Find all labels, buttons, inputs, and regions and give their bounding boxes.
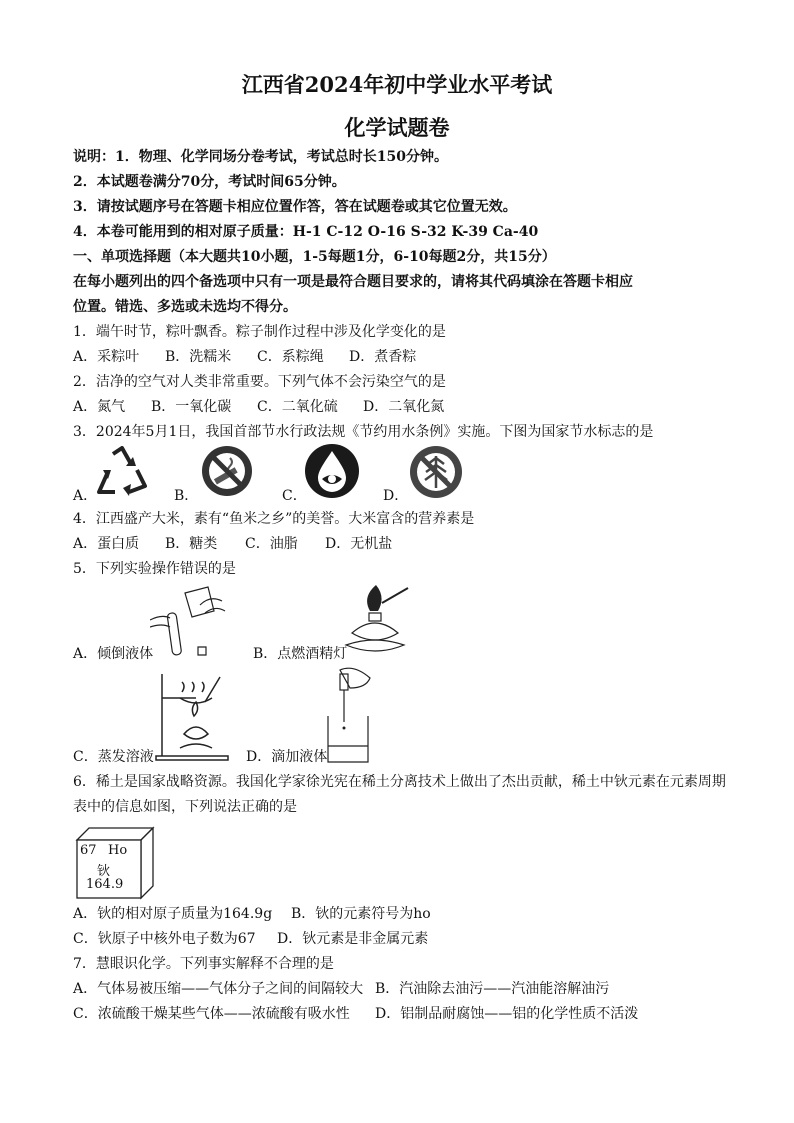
q1-options bbox=[73, 348, 416, 366]
q2-options bbox=[73, 398, 444, 416]
q4-option-d[interactable]: D．无机盐 bbox=[325, 536, 393, 552]
q1-stem: 1．端午时节，粽叶飘香。粽子制作过程中涉及化学变化的是 bbox=[73, 324, 446, 340]
q3-stem: 3．2024年5月1日，我国首部节水行政法规《节约用水条例》实施。下图为国家节水标志的是 bbox=[73, 424, 654, 440]
no-logging-icon bbox=[408, 444, 464, 500]
note-3: 3．请按试题序号在答题卡相应位置作答，答在试题卷或其它位置无效。 bbox=[73, 199, 517, 215]
q7-option-d[interactable]: D．铝制品耐腐蚀——铝的化学性质不活泼 bbox=[375, 1006, 639, 1022]
q2-stem: 2．洁净的空气对人类非常重要。下列气体不会污染空气的是 bbox=[73, 374, 446, 390]
q1-option-b[interactable]: B．洗糯米 bbox=[165, 349, 232, 365]
q6-option-b[interactable]: B．钬的元素符号为ho bbox=[291, 906, 431, 922]
q2-option-b[interactable]: B．一氧化碳 bbox=[151, 399, 232, 415]
element-symbol: Ho bbox=[108, 843, 128, 858]
q4-option-a[interactable]: A．蛋白质 bbox=[73, 536, 140, 552]
section-instructions-2: 位置。错选、多选或未选均不得分。 bbox=[73, 299, 297, 315]
q2-option-d[interactable]: D．二氧化氮 bbox=[363, 399, 445, 415]
q5-option-d[interactable]: D．滴加液体 bbox=[246, 749, 328, 765]
no-smoking-icon bbox=[200, 444, 254, 498]
q3-option-c[interactable]: C． bbox=[282, 488, 307, 504]
q6-option-a[interactable]: A．钬的相对原子质量为164.9g bbox=[73, 906, 273, 922]
q6-options-row2 bbox=[73, 930, 428, 948]
pouring-liquid-figure bbox=[150, 585, 230, 660]
note-4: 4．本卷可能用到的相对原子质量：H-1 C-12 O-16 S-32 K-39 Ca-40 bbox=[73, 224, 539, 240]
q6-option-c[interactable]: C．钬原子中核外电子数为67 bbox=[73, 931, 256, 947]
q1-option-c[interactable]: C．系粽绳 bbox=[257, 349, 324, 365]
q5-option-b[interactable]: B．点燃酒精灯 bbox=[253, 646, 348, 662]
note-2: 2．本试题卷满分70分，考试时间65分钟。 bbox=[73, 174, 346, 190]
q6-option-d[interactable]: D．钬元素是非金属元素 bbox=[277, 931, 429, 947]
exam-subtitle: 化学试题卷 bbox=[344, 115, 450, 140]
q3-option-d[interactable]: D． bbox=[383, 488, 409, 504]
q6-stem-2: 表中的信息如图，下列说法正确的是 bbox=[73, 799, 297, 815]
q4-option-b[interactable]: B．糖类 bbox=[165, 536, 218, 552]
section-instructions-1: 在每小题列出的四个备选项中只有一项是最符合题目要求的，请将其代码填涂在答题卡相应 bbox=[73, 274, 633, 290]
q7-options-row2 bbox=[73, 1005, 638, 1023]
q6-stem-1: 6．稀土是国家战略资源。我国化学家徐光宪在稀土分离技术上做出了杰出贡献，稀土中钬元素在元素周期 bbox=[73, 774, 726, 790]
note-1: 说明：1．物理、化学同场分卷考试，考试总时长150分钟。 bbox=[73, 149, 448, 165]
q3-option-a[interactable]: A． bbox=[73, 488, 98, 504]
exam-title: 江西省2024年初中学业水平考试 bbox=[241, 72, 553, 97]
recycle-icon bbox=[93, 446, 151, 498]
element-name: 钬 bbox=[97, 864, 111, 879]
q5-stem: 5．下列实验操作错误的是 bbox=[73, 561, 236, 577]
q5-option-c[interactable]: C．蒸发溶液 bbox=[73, 749, 154, 765]
q7-option-a[interactable]: A．气体易被压缩——气体分子之间的间隔较大 bbox=[73, 981, 364, 997]
evaporation-figure bbox=[150, 672, 230, 762]
q7-option-b[interactable]: B．汽油除去油污——汽油能溶解油污 bbox=[375, 981, 610, 997]
section-heading: 一、单项选择题（本大题共10小题，1-5每题1分，6-10每题2分，共15分） bbox=[73, 249, 556, 265]
water-saving-icon bbox=[304, 443, 360, 499]
element-mass: 164.9 bbox=[86, 877, 124, 892]
q7-option-c[interactable]: C．浓硫酸干燥某些气体——浓硫酸有吸水性 bbox=[73, 1006, 350, 1022]
q4-option-c[interactable]: C．油脂 bbox=[245, 536, 298, 552]
q7-options-row1 bbox=[73, 980, 609, 998]
q4-options bbox=[73, 535, 392, 553]
q4-stem: 4．江西盛产大米，素有“鱼米之乡”的美誉。大米富含的营养素是 bbox=[73, 511, 475, 527]
q2-option-a[interactable]: A．氮气 bbox=[73, 399, 126, 415]
q1-option-d[interactable]: D．煮香粽 bbox=[349, 349, 417, 365]
q1-option-a[interactable]: A．采粽叶 bbox=[73, 349, 140, 365]
q7-stem: 7．慧眼识化学。下列事实解释不合理的是 bbox=[73, 956, 334, 972]
element-number: 67 bbox=[80, 843, 97, 858]
q5-option-a[interactable]: A．倾倒液体 bbox=[73, 646, 154, 662]
q2-option-c[interactable]: C．二氧化硫 bbox=[257, 399, 338, 415]
q3-option-b[interactable]: B． bbox=[174, 488, 199, 504]
q6-options-row1 bbox=[73, 905, 431, 923]
alcohol-lamp-figure bbox=[342, 583, 412, 658]
